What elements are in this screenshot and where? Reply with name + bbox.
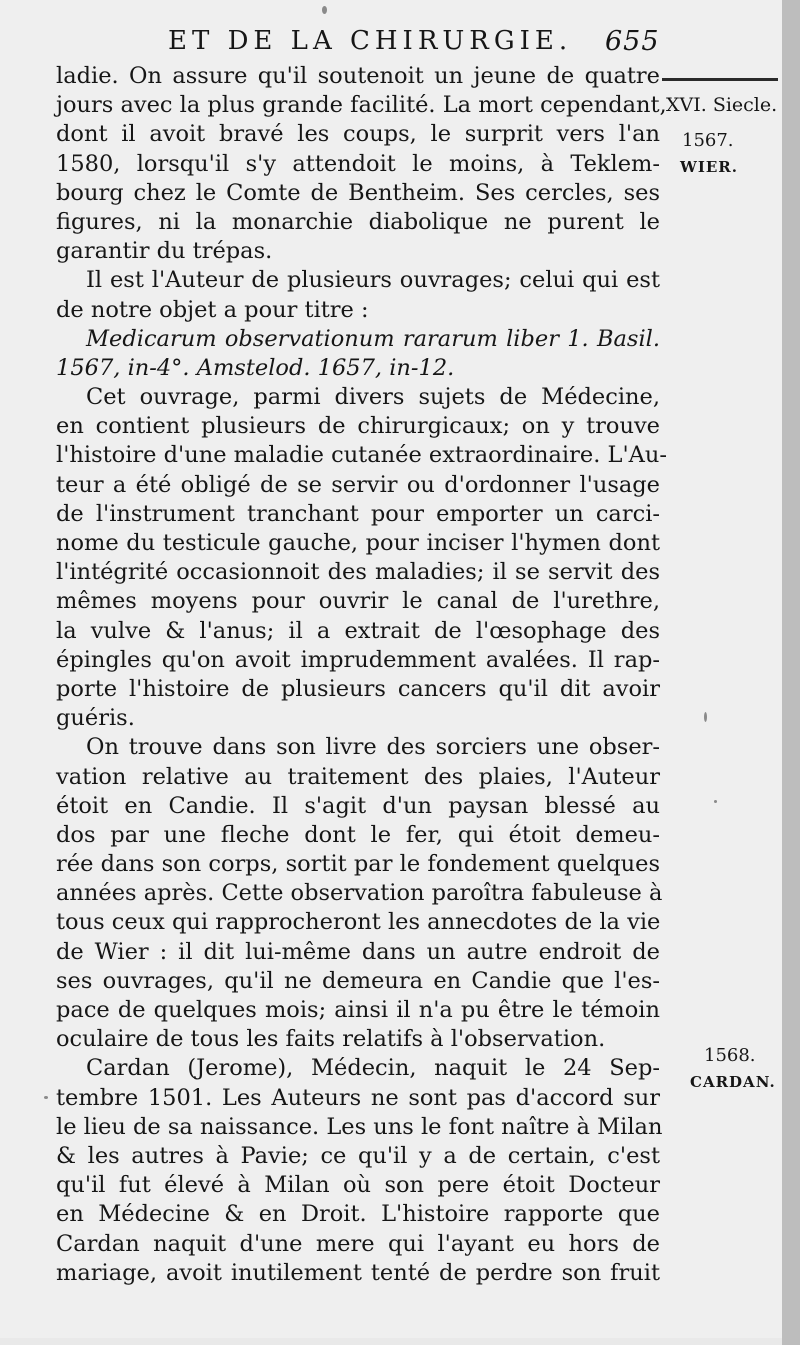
text-line: étoit en Candie. Il s'agit d'un paysan blessé au [56,792,660,819]
text-line: épingles qu'on avoit imprudemment avalées. Il rap- [56,646,660,673]
text-line: en Médecine & en Droit. L'histoire rapporte que [56,1201,660,1228]
text-line: Cardan (Jerome), Médecin, naquit le 24 Sep- [86,1055,660,1082]
page-header [0,26,784,62]
margin-century: XVI. Siecle. [666,94,778,116]
text-line: Cardan naquit d'une mere qui l'ayant eu hors de [56,1230,660,1257]
text-line: garantir du trépas. [56,238,273,265]
text-line: bourg chez le Comte de Bentheim. Ses cercles, ses [56,179,660,206]
text-line: de l'instrument tranchant pour emporter un carci- [56,500,660,527]
text-line: dont il avoit bravé les coups, le surprit vers l'an [56,121,660,148]
text-line: ladie. On assure qu'il soutenoit un jeune de quatre [56,63,660,89]
text-line: Cet ouvrage, parmi divers sujets de Médecine, [86,384,660,411]
text-line: l'intégrité occasionnoit des maladies; il se servit des [56,559,660,586]
text-line: teur a été obligé de se servir ou d'ordonner l'usage [56,471,660,498]
text-line: On trouve dans son livre des sorciers une obser- [86,734,660,761]
text-line: porte l'histoire de plusieurs cancers qu'il dit avoir [56,675,660,702]
text-line: pace de quelques mois; ainsi il n'a pu être le témoin [56,997,660,1023]
text-line: tembre 1501. Les Auteurs ne sont pas d'accord sur [56,1084,660,1111]
text-line: mariage, avoit inutilement tenté de perdre son fruit [56,1259,660,1286]
text-line: Il est l'Auteur de plusieurs ouvrages; celui qui est [86,267,660,294]
text-line: guéris. [56,705,135,732]
text-line: mêmes moyens pour ouvrir le canal de l'urethre, [56,588,660,615]
running-head: ET DE LA CHIRURGIE. [168,26,573,56]
text-line: la vulve & l'anus; il a extrait de l'œsophage des [56,617,660,644]
text-line: & les autres à Pavie; ce qu'il y a de certain, c'est [56,1142,660,1169]
text-line: de Wier : il dit lui-même dans un autre endroit de [56,938,660,965]
text-line: le lieu de sa naissance. Les uns le font naître à Milan [56,1113,663,1140]
ink-speck [44,1096,48,1099]
text-line: Medicarum observationum rararum liber 1. Basil. [86,325,660,352]
margin-rule [662,78,778,81]
scan-edge [782,0,800,1345]
text-line: nome du testicule gauche, pour inciser l'hymen dont [56,530,660,556]
text-line: dos par une fleche dont le fer, qui étoit demeu- [56,821,660,848]
margin-name-wier: WIER. [680,158,738,176]
text-line: 1580, lorsqu'il s'y attendoit le moins, à Teklem- [56,150,660,177]
text-line: oculaire de tous les faits relatifs à l'observation. [56,1026,606,1053]
text-line: années après. Cette observation paroîtra fabuleuse à [56,880,663,907]
text-line: jours avec la plus grande facilité. La mort cependant, [56,92,667,119]
text-line: rée dans son corps, sortit par le fondement quelques [56,851,660,878]
text-line: figures, ni la monarchie diabolique ne purent le [56,208,660,235]
page-number: 655 [605,26,660,57]
text-line: vation relative au traitement des plaies, l'Auteur [56,763,660,790]
text-line: ses ouvrages, qu'il ne demeura en Candie que l'es- [56,967,660,994]
margin-year-1568: 1568. [704,1045,756,1066]
ink-speck [714,800,717,803]
margin-year-1567: 1567. [682,130,734,151]
text-line: qu'il fut élevé à Milan où son pere étoit Docteur [56,1172,660,1199]
body-text [56,62,667,1288]
text-line: 1567, in-4°. Amstelod. 1657, in-12. [56,354,455,381]
text-line: tous ceux qui rapprocheront les annecdotes de la vie [56,909,661,936]
margin-name-cardan: CARDAN. [690,1073,776,1091]
text-line: en contient plusieurs de chirurgicaux; on y trouve [56,413,660,440]
ink-speck [322,6,327,14]
text-line: de notre objet a pour titre : [56,296,369,323]
text-line: l'histoire d'une maladie cutanée extraordinaire. L'Au- [56,442,667,469]
ink-speck [704,712,707,722]
